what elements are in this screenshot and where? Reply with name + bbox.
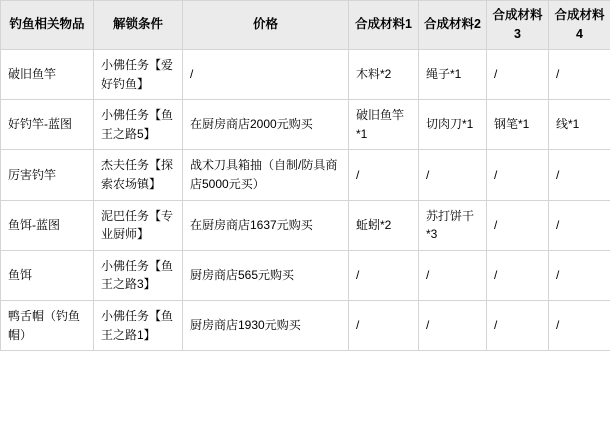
cell-item: 破旧鱼竿 (1, 50, 94, 100)
cell-material-4: 线*1 (549, 100, 610, 150)
cell-unlock: 杰夫任务【探索农场镇】 (94, 150, 183, 200)
cell-item: 厉害钓竿 (1, 150, 94, 200)
cell-material-2: 绳子*1 (419, 50, 487, 100)
cell-unlock: 小佛任务【鱼王之路1】 (94, 300, 183, 350)
cell-unlock: 泥巴任务【专业厨师】 (94, 200, 183, 250)
cell-price: 在厨房商店1637元购买 (183, 200, 349, 250)
cell-material-4: / (549, 150, 610, 200)
cell-price: / (183, 50, 349, 100)
cell-material-4: / (549, 50, 610, 100)
table-row (1, 100, 610, 150)
cell-material-2: / (419, 150, 487, 200)
cell-item: 好钓竿-蓝图 (1, 100, 94, 150)
cell-material-4: / (549, 300, 610, 350)
column-header-material-2: 合成材料2 (419, 1, 487, 50)
cell-material-3: / (487, 250, 549, 300)
cell-material-1: / (349, 250, 419, 300)
cell-material-1: 蚯蚓*2 (349, 200, 419, 250)
cell-material-1: 木料*2 (349, 50, 419, 100)
cell-material-3: / (487, 50, 549, 100)
cell-price: 厨房商店565元购买 (183, 250, 349, 300)
table-row (1, 200, 610, 250)
column-header-material-4: 合成材料4 (549, 1, 610, 50)
cell-material-2: 切肉刀*1 (419, 100, 487, 150)
cell-material-3: 钢笔*1 (487, 100, 549, 150)
cell-price: 战术刀具箱抽（自制/防具商店5000元买） (183, 150, 349, 200)
column-header-material-1: 合成材料1 (349, 1, 419, 50)
table-row (1, 250, 610, 300)
column-header-material-3: 合成材料3 (487, 1, 549, 50)
cell-unlock: 小佛任务【爱好钓鱼】 (94, 50, 183, 100)
cell-item: 鸭舌帽（钓鱼帽） (1, 300, 94, 350)
cell-unlock: 小佛任务【鱼王之路5】 (94, 100, 183, 150)
cell-material-1: 破旧鱼竿*1 (349, 100, 419, 150)
cell-item: 鱼饵 (1, 250, 94, 300)
cell-material-3: / (487, 150, 549, 200)
cell-material-1: / (349, 300, 419, 350)
table-header (1, 1, 610, 50)
cell-material-2: / (419, 250, 487, 300)
cell-material-2: 苏打饼干*3 (419, 200, 487, 250)
cell-price: 在厨房商店2000元购买 (183, 100, 349, 150)
cell-material-2: / (419, 300, 487, 350)
column-header-price: 价格 (183, 1, 349, 50)
cell-material-3: / (487, 300, 549, 350)
table-body (1, 50, 610, 351)
cell-material-1: / (349, 150, 419, 200)
column-header-item: 钓鱼相关物品 (1, 1, 94, 50)
cell-unlock: 小佛任务【鱼王之路3】 (94, 250, 183, 300)
cell-material-4: / (549, 200, 610, 250)
cell-price: 厨房商店1930元购买 (183, 300, 349, 350)
table-row (1, 150, 610, 200)
table-row (1, 300, 610, 350)
cell-material-3: / (487, 200, 549, 250)
column-header-unlock: 解锁条件 (94, 1, 183, 50)
cell-material-4: / (549, 250, 610, 300)
table-header-row (1, 1, 610, 50)
table-row (1, 50, 610, 100)
cell-item: 鱼饵-蓝图 (1, 200, 94, 250)
